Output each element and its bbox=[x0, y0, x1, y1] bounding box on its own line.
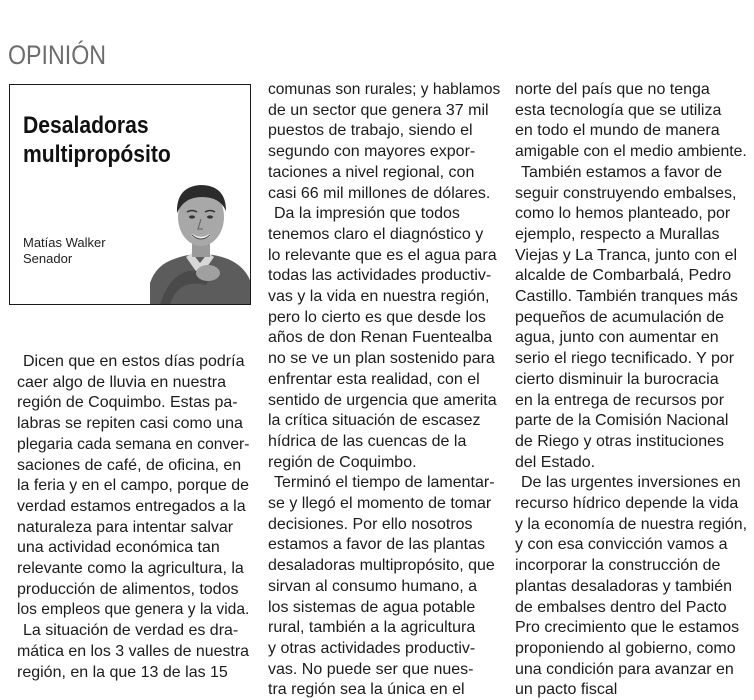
article-line: También estamos a favor de bbox=[521, 163, 722, 181]
article-line: segundo con mayores expor- bbox=[268, 143, 476, 161]
article-line: los sistemas de agua potable bbox=[268, 598, 476, 616]
article-line: de un sector que genera 37 mil bbox=[268, 101, 489, 119]
article-line: proponiendo al gobierno, como bbox=[515, 639, 736, 657]
article-line: producción de alimentos, todos bbox=[17, 580, 239, 598]
article-line: se y llegó el momento de tomar bbox=[268, 495, 492, 512]
article-line: una actividad económica tan bbox=[17, 539, 220, 557]
article-line: del Estado. bbox=[515, 453, 596, 471]
article-line: plantas desaladoras y también bbox=[515, 577, 733, 595]
article-line: agua, junto con aumentar en bbox=[515, 329, 719, 347]
headline bbox=[23, 111, 199, 169]
article-line: años de don Renan Fuentealba bbox=[268, 329, 493, 347]
article-line: sentido de urgencia que amerita bbox=[268, 391, 497, 409]
article-line: mática en los 3 valles de nuestra bbox=[17, 642, 250, 660]
article-line: La situación de verdad es dra- bbox=[23, 622, 239, 640]
article-line: vas. No puede ser que nues- bbox=[268, 660, 474, 678]
article-line: de embalses dentro del Pacto bbox=[515, 598, 727, 616]
article-line: vas y la vida en nuestra región, bbox=[268, 288, 490, 305]
article-line: región de Coquimbo. Estas pa- bbox=[17, 394, 238, 412]
article-line: en la entrega de recursos por bbox=[515, 391, 725, 409]
article-line: como lo hemos planteado, por bbox=[515, 205, 731, 223]
headline-line-1: Desaladoras bbox=[23, 112, 149, 139]
article-line: cierto disminuir la burocracia bbox=[515, 370, 719, 388]
article-line: De las urgentes inversiones en bbox=[521, 474, 741, 492]
article-line: y con esa convicción vamos a bbox=[515, 536, 728, 554]
article-line: y la economía de nuestra región, bbox=[515, 515, 748, 533]
article-line: los empleos que genera y la vida. bbox=[17, 601, 250, 619]
article-line: recurso hídrico depende la vida bbox=[515, 495, 739, 512]
section-label: OPINIÓN bbox=[8, 40, 107, 70]
article-line: hídrica de las cuencas de la bbox=[268, 432, 467, 450]
article-line: relevante como la agricultura, la bbox=[17, 560, 244, 577]
article-line: incorporar la construcción de bbox=[515, 557, 721, 575]
article-line: naturaleza para intentar salvar bbox=[17, 518, 234, 536]
article-line: Dicen que en estos días podría bbox=[23, 353, 245, 370]
article-line: región, en la que 13 de las 15 bbox=[17, 663, 228, 681]
byline-name: Matías Walker bbox=[23, 235, 106, 250]
article-line: la feria y en el campo, porque de bbox=[17, 477, 250, 495]
article-line: región de Coquimbo. bbox=[268, 453, 417, 471]
headline-line-2: multipropósito bbox=[23, 141, 171, 168]
article-line: caer algo de lluvia en nuestra bbox=[17, 373, 227, 391]
article-line: pero lo cierto es que desde los bbox=[268, 308, 486, 326]
article-line: lo relevante que es el agua para bbox=[268, 246, 497, 264]
article-line: de Riego y otras instituciones bbox=[515, 432, 724, 450]
article-line: verdad estamos entregados a la bbox=[17, 497, 246, 515]
article-line: puestos de trabajo, siendo el bbox=[268, 122, 473, 140]
article-line: pequeños de acumulación de bbox=[515, 308, 725, 326]
article-line: esta tecnología que se utiliza bbox=[515, 101, 722, 119]
article-line: estamos a favor de las plantas bbox=[268, 536, 486, 554]
article-line: en todo el mundo de manera bbox=[515, 122, 720, 140]
article-line: un pacto fiscal bbox=[515, 681, 618, 699]
article-line: una condición para avanzar en bbox=[515, 660, 734, 678]
article-line: norte del país que no tenga bbox=[515, 81, 710, 98]
headline-box bbox=[9, 84, 251, 305]
article-line: amigable con el medio ambiente. bbox=[515, 143, 747, 161]
article-line: no se ve un plan sostenido para bbox=[268, 350, 495, 368]
article-line: y otras actividades productiv- bbox=[268, 639, 476, 657]
article-line: Castillo. También tranques más bbox=[515, 288, 738, 305]
byline-role: Senador bbox=[23, 251, 73, 266]
article-line: Viejas y La Tranca, junto con el bbox=[515, 246, 738, 264]
article-line: parte de la Comisión Nacional bbox=[515, 412, 729, 430]
article-line: casi 66 mil millones de dólares. bbox=[268, 184, 491, 202]
article-line: ejemplo, respecto a Murallas bbox=[515, 225, 720, 243]
article-line: saciones de café, de oficina, en bbox=[17, 456, 242, 474]
article-line: decisiones. Por ello nosotros bbox=[268, 515, 473, 533]
article-line: tenemos claro el diagnóstico y bbox=[268, 225, 484, 243]
article-line: tra región sea la única en el bbox=[268, 681, 465, 699]
article-line: sirvan al consumo humano, a bbox=[268, 577, 477, 595]
article-line: Pro crecimiento que le estamos bbox=[515, 619, 740, 637]
article-line: Terminó el tiempo de lamentar- bbox=[274, 474, 495, 492]
article-line: labras se repiten casi como una bbox=[17, 415, 243, 433]
article-line: enfrentar esta realidad, con el bbox=[268, 370, 480, 388]
article-line: plegaria cada semana en conver- bbox=[17, 435, 250, 453]
article-line: rural, también a la agricultura bbox=[268, 619, 476, 637]
author-portrait bbox=[150, 173, 251, 305]
article-line: desaladoras multipropósito, que bbox=[268, 557, 495, 575]
article-line: taciones a nivel regional, con bbox=[268, 163, 475, 181]
article-line: seguir construyendo embalses, bbox=[515, 184, 737, 202]
article-line: la crítica situación de escasez bbox=[268, 412, 481, 430]
article-line: Da la impresión que todos bbox=[274, 205, 460, 223]
article-line: serio el riego tecnificado. Y por bbox=[515, 350, 735, 368]
article-line: todas las actividades productiv- bbox=[268, 267, 492, 285]
article-line: alcalde de Combarbalá, Pedro bbox=[515, 267, 732, 285]
article-line: comunas son rurales; y hablamos bbox=[268, 81, 501, 98]
